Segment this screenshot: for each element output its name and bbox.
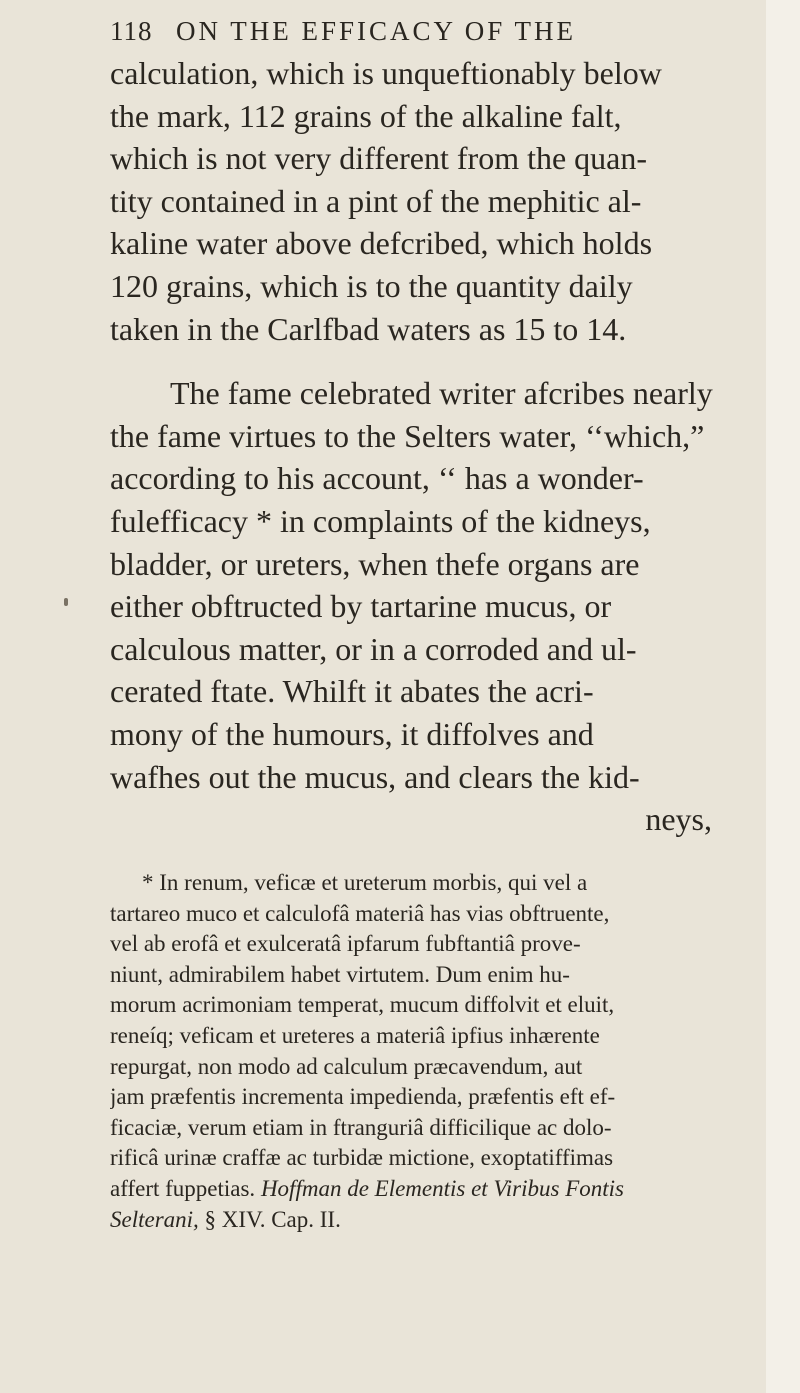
text-line: which is not very different from the quan- (110, 140, 648, 177)
footnote-line (110, 1174, 740, 1205)
text-line: the fame virtues to the Selters water, ‘‘which,” (110, 417, 705, 454)
text-line: tity contained in a pint of the mephitic al- (110, 182, 642, 219)
text-line: 120 grains, which is to the quantity daily (110, 267, 633, 304)
text-line: kaline water above defcribed, which holds (110, 225, 653, 262)
text-line: The fame celebrated writer afcribes nearly (170, 375, 713, 412)
footnote (110, 868, 740, 1235)
footnote-line: * In renum, veficæ et ureterum morbis, qui vel a (142, 870, 588, 895)
main-text (110, 52, 740, 841)
footnote-line: niunt, admirabilem habet virtutem. Dum enim hu- (110, 961, 570, 987)
footnote-line: repurgat, non modo ad calculum præcavendum, aut (110, 1053, 583, 1079)
text-line: mony of the humours, it diffolves and (110, 715, 594, 752)
text-line: wafhes out the mucus, and clears the kid- (110, 758, 640, 795)
footnote-line: tartareo muco et calculofâ materiâ has vias obftruente, (110, 900, 610, 926)
footnote-citation: Hoffman de Elementis et Viribus Fontis (260, 1175, 624, 1201)
footnote-line: rificâ urinæ craffæ ac turbidæ mictione, exoptatiffimas (110, 1145, 614, 1171)
text-line: either obftructed by tartarine mucus, or (110, 588, 612, 625)
footnote-section: § XIV. Cap. II. (204, 1206, 341, 1232)
text-line: calculous matter, or in a corroded and ul- (110, 630, 637, 667)
page-edge (766, 0, 800, 1393)
footnote-text: affert fuppetias. (110, 1175, 256, 1201)
footnote-line: morum acrimoniam temperat, mucum diffolvit et eluit, (110, 992, 615, 1018)
catchword: neys, (645, 801, 712, 838)
footnote-line: vel ab erofâ et exulceratâ ipfarum fubftantiâ prove- (110, 931, 581, 957)
footnote-line: jam præfentis incrementa impedienda, præfentis eft ef- (110, 1084, 616, 1110)
page-header (40, 16, 730, 50)
footnote-citation-cont: Selterani, (110, 1206, 199, 1232)
footnote-line (110, 1205, 740, 1236)
text-line: cerated ftate. Whilft it abates the acri- (110, 673, 594, 710)
page-number: 118 (110, 16, 153, 46)
text-line: the mark, 112 grains of the alkaline falt, (110, 97, 622, 134)
text-line: taken in the Carlfbad waters as 15 to 14. (110, 310, 627, 347)
running-head: ON THE EFFICACY OF THE (176, 16, 577, 46)
footnote-line: reneíq; veficam et ureteres a materiâ ipfius inhærente (110, 1022, 600, 1048)
text-line: according to his account, ‘‘ has a wonder- (110, 460, 644, 497)
text-line: bladder, or ureters, when thefe organs are (110, 545, 640, 582)
footnote-line: ficaciæ, verum etiam in ftranguriâ difficilique ac dolo- (110, 1114, 612, 1140)
margin-mark (64, 598, 68, 606)
text-line: fulefficacy * in complaints of the kidneys, (110, 502, 651, 539)
text-line: calculation, which is unqueftionably below (110, 55, 662, 91)
